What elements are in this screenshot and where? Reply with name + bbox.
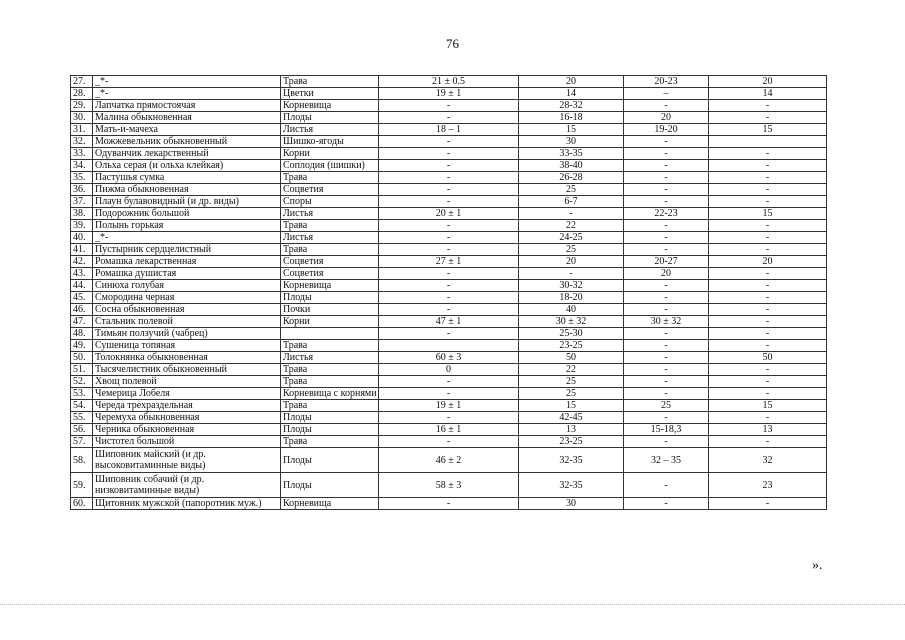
value-col-2: 25 xyxy=(519,376,624,388)
plant-name: Плаун булавовидный (и др. виды) xyxy=(93,196,281,208)
plant-part: Цветки xyxy=(281,88,379,100)
herb-table-body xyxy=(71,76,827,510)
row-number: 56. xyxy=(71,424,93,436)
plant-name: Черника обыкновенная xyxy=(93,424,281,436)
plant-part: Корни xyxy=(281,316,379,328)
value-col-1: - xyxy=(379,100,519,112)
value-col-4: - xyxy=(709,340,827,352)
row-number: 45. xyxy=(71,292,93,304)
value-col-2: 22 xyxy=(519,364,624,376)
value-col-4: - xyxy=(709,148,827,160)
plant-name: Ромашка лекарственная xyxy=(93,256,281,268)
value-col-4: - xyxy=(709,268,827,280)
plant-name: _*- xyxy=(93,76,281,88)
scan-artifact-line xyxy=(0,604,905,606)
table-row xyxy=(71,208,827,220)
value-col-3: - xyxy=(624,220,709,232)
value-col-4: - xyxy=(709,172,827,184)
value-col-1: - xyxy=(379,268,519,280)
value-col-4: 23 xyxy=(709,473,827,498)
value-col-2: 25-30 xyxy=(519,328,624,340)
value-col-1: - xyxy=(379,148,519,160)
value-col-3: - xyxy=(624,136,709,148)
value-col-2: 33-35 xyxy=(519,148,624,160)
row-number: 40. xyxy=(71,232,93,244)
value-col-1: 20 ± 1 xyxy=(379,208,519,220)
table-row xyxy=(71,244,827,256)
row-number: 29. xyxy=(71,100,93,112)
plant-name: Ольха серая (и ольха клейкая) xyxy=(93,160,281,172)
row-number: 46. xyxy=(71,304,93,316)
plant-part: Трава xyxy=(281,364,379,376)
table-row xyxy=(71,304,827,316)
value-col-1: - xyxy=(379,112,519,124)
value-col-3: - xyxy=(624,328,709,340)
value-col-3: 20-27 xyxy=(624,256,709,268)
value-col-4: 50 xyxy=(709,352,827,364)
value-col-1: - xyxy=(379,412,519,424)
value-col-4: - xyxy=(709,292,827,304)
table-row xyxy=(71,220,827,232)
value-col-2: 32-35 xyxy=(519,448,624,473)
value-col-2: 30 xyxy=(519,498,624,510)
plant-name: Пижма обыкновенная xyxy=(93,184,281,196)
value-col-3: - xyxy=(624,232,709,244)
value-col-3: 22-23 xyxy=(624,208,709,220)
value-col-1: - xyxy=(379,436,519,448)
plant-part xyxy=(281,328,379,340)
value-col-1: - xyxy=(379,244,519,256)
value-col-1: - xyxy=(379,498,519,510)
value-col-1: 18 – 1 xyxy=(379,124,519,136)
plant-name: Черемуха обыкновенная xyxy=(93,412,281,424)
value-col-1: - xyxy=(379,220,519,232)
row-number: 44. xyxy=(71,280,93,292)
table-row xyxy=(71,424,827,436)
value-col-3: - xyxy=(624,352,709,364)
table-row xyxy=(71,124,827,136)
value-col-2: - xyxy=(519,208,624,220)
table-row xyxy=(71,376,827,388)
value-col-1: - xyxy=(379,304,519,316)
plant-part: Трава xyxy=(281,436,379,448)
value-col-4: - xyxy=(709,498,827,510)
plant-name: Череда трехраздельная xyxy=(93,400,281,412)
value-col-3: - xyxy=(624,184,709,196)
plant-part: Корневища xyxy=(281,280,379,292)
plant-name: Полынь горькая xyxy=(93,220,281,232)
value-col-4: 15 xyxy=(709,400,827,412)
value-col-1: 19 ± 1 xyxy=(379,400,519,412)
value-col-4: - xyxy=(709,328,827,340)
plant-part: Корни xyxy=(281,148,379,160)
value-col-2: 16-18 xyxy=(519,112,624,124)
row-number: 28. xyxy=(71,88,93,100)
table-row xyxy=(71,436,827,448)
row-number: 50. xyxy=(71,352,93,364)
value-col-2: 38-40 xyxy=(519,160,624,172)
value-col-3: - xyxy=(624,376,709,388)
table-row xyxy=(71,412,827,424)
value-col-2: 25 xyxy=(519,388,624,400)
plant-name: Тысячелистник обыкновенный xyxy=(93,364,281,376)
row-number: 36. xyxy=(71,184,93,196)
value-col-4 xyxy=(709,136,827,148)
plant-part: Трава xyxy=(281,400,379,412)
row-number: 38. xyxy=(71,208,93,220)
plant-name: Чистотел большой xyxy=(93,436,281,448)
value-col-4: - xyxy=(709,112,827,124)
row-number: 39. xyxy=(71,220,93,232)
plant-part: Плоды xyxy=(281,112,379,124)
row-number: 59. xyxy=(71,473,93,498)
value-col-2: 18-20 xyxy=(519,292,624,304)
plant-name: Тимьян ползучий (чабрец) xyxy=(93,328,281,340)
table-row xyxy=(71,112,827,124)
value-col-4: - xyxy=(709,388,827,400)
plant-name: Мать-и-мачеха xyxy=(93,124,281,136)
row-number: 52. xyxy=(71,376,93,388)
plant-part: Листья xyxy=(281,232,379,244)
plant-part: Соцветия xyxy=(281,256,379,268)
value-col-3: 20-23 xyxy=(624,76,709,88)
plant-part: Плоды xyxy=(281,292,379,304)
value-col-2: 40 xyxy=(519,304,624,316)
value-col-4: 14 xyxy=(709,88,827,100)
plant-part: Листья xyxy=(281,208,379,220)
plant-part: Трава xyxy=(281,220,379,232)
row-number: 34. xyxy=(71,160,93,172)
row-number: 53. xyxy=(71,388,93,400)
table-row xyxy=(71,473,827,498)
plant-part: Трава xyxy=(281,172,379,184)
value-col-1: 46 ± 2 xyxy=(379,448,519,473)
value-col-2: 6-7 xyxy=(519,196,624,208)
value-col-2: 42-45 xyxy=(519,412,624,424)
row-number: 37. xyxy=(71,196,93,208)
value-col-4: - xyxy=(709,304,827,316)
table-row xyxy=(71,448,827,473)
table-row xyxy=(71,292,827,304)
plant-name: Пустырник сердцелистный xyxy=(93,244,281,256)
table-row xyxy=(71,340,827,352)
row-number: 55. xyxy=(71,412,93,424)
table-row xyxy=(71,184,827,196)
value-col-3: - xyxy=(624,100,709,112)
plant-name: Сушеница топяная xyxy=(93,340,281,352)
value-col-2: 30-32 xyxy=(519,280,624,292)
value-col-2: 13 xyxy=(519,424,624,436)
plant-name: _*- xyxy=(93,88,281,100)
value-col-4: - xyxy=(709,244,827,256)
plant-part: Листья xyxy=(281,124,379,136)
value-col-3: 32 – 35 xyxy=(624,448,709,473)
plant-part: Корневища с корнями xyxy=(281,388,379,400)
table-row xyxy=(71,328,827,340)
plant-part: Соцветия xyxy=(281,268,379,280)
herb-table xyxy=(70,75,827,510)
value-col-1: 19 ± 1 xyxy=(379,88,519,100)
value-col-1: - xyxy=(379,172,519,184)
value-col-1: 60 ± 3 xyxy=(379,352,519,364)
table-row xyxy=(71,148,827,160)
value-col-3: 20 xyxy=(624,268,709,280)
plant-part: Шишко-ягоды xyxy=(281,136,379,148)
plant-part: Трава xyxy=(281,76,379,88)
value-col-2: 20 xyxy=(519,76,624,88)
row-number: 27. xyxy=(71,76,93,88)
value-col-4: - xyxy=(709,280,827,292)
value-col-3: - xyxy=(624,292,709,304)
value-col-3: 30 ± 32 xyxy=(624,316,709,328)
value-col-1: - xyxy=(379,184,519,196)
value-col-4: 15 xyxy=(709,208,827,220)
value-col-3: - xyxy=(624,364,709,376)
plant-part: Плоды xyxy=(281,424,379,436)
value-col-2: 14 xyxy=(519,88,624,100)
plant-name: Можжевельник обыкновенный xyxy=(93,136,281,148)
value-col-3: - xyxy=(624,196,709,208)
row-number: 32. xyxy=(71,136,93,148)
value-col-2: 22 xyxy=(519,220,624,232)
value-col-4: - xyxy=(709,316,827,328)
value-col-1: - xyxy=(379,280,519,292)
value-col-3: - xyxy=(624,340,709,352)
value-col-2: 20 xyxy=(519,256,624,268)
plant-part: Листья xyxy=(281,352,379,364)
table-row xyxy=(71,232,827,244)
value-col-1: - xyxy=(379,160,519,172)
value-col-1 xyxy=(379,340,519,352)
value-col-2: 26-28 xyxy=(519,172,624,184)
plant-name: Подорожник большой xyxy=(93,208,281,220)
table-row xyxy=(71,196,827,208)
value-col-4: - xyxy=(709,436,827,448)
value-col-4: 20 xyxy=(709,256,827,268)
plant-part: Споры xyxy=(281,196,379,208)
value-col-1: 0 xyxy=(379,364,519,376)
table-row xyxy=(71,100,827,112)
table-row xyxy=(71,76,827,88)
value-col-1: 16 ± 1 xyxy=(379,424,519,436)
row-number: 49. xyxy=(71,340,93,352)
value-col-1: 58 ± 3 xyxy=(379,473,519,498)
plant-part: Плоды xyxy=(281,448,379,473)
value-col-4: 15 xyxy=(709,124,827,136)
page-trailer: ». xyxy=(812,558,823,573)
value-col-4: - xyxy=(709,196,827,208)
row-number: 42. xyxy=(71,256,93,268)
plant-name: Одуванчик лекарственный xyxy=(93,148,281,160)
table-row xyxy=(71,160,827,172)
plant-name: Хвощ полевой xyxy=(93,376,281,388)
value-col-3: 15-18,3 xyxy=(624,424,709,436)
value-col-4: 20 xyxy=(709,76,827,88)
value-col-1: - xyxy=(379,376,519,388)
value-col-2: 30 xyxy=(519,136,624,148)
plant-name: Ромашка душистая xyxy=(93,268,281,280)
table-row xyxy=(71,136,827,148)
plant-name: Смородина черная xyxy=(93,292,281,304)
plant-part: Соплодия (шишки) xyxy=(281,160,379,172)
value-col-1: - xyxy=(379,232,519,244)
value-col-3: - xyxy=(624,412,709,424)
value-col-2: 25 xyxy=(519,244,624,256)
value-col-4: 13 xyxy=(709,424,827,436)
value-col-3: - xyxy=(624,304,709,316)
value-col-2: 25 xyxy=(519,184,624,196)
value-col-3: 20 xyxy=(624,112,709,124)
plant-part: Корневища xyxy=(281,100,379,112)
row-number: 33. xyxy=(71,148,93,160)
value-col-1: 27 ± 1 xyxy=(379,256,519,268)
value-col-1: - xyxy=(379,196,519,208)
plant-name: Малина обыкновенная xyxy=(93,112,281,124)
plant-part: Трава xyxy=(281,376,379,388)
value-col-1: - xyxy=(379,136,519,148)
value-col-2: 23-25 xyxy=(519,436,624,448)
plant-name: Пастушья сумка xyxy=(93,172,281,184)
plant-part: Трава xyxy=(281,244,379,256)
value-col-4: 32 xyxy=(709,448,827,473)
value-col-2: 50 xyxy=(519,352,624,364)
value-col-3: - xyxy=(624,498,709,510)
value-col-4: - xyxy=(709,100,827,112)
value-col-3: - xyxy=(624,172,709,184)
plant-part: Соцветия xyxy=(281,184,379,196)
table-row xyxy=(71,364,827,376)
plant-part: Плоды xyxy=(281,412,379,424)
row-number: 31. xyxy=(71,124,93,136)
table-row xyxy=(71,268,827,280)
value-col-4: - xyxy=(709,232,827,244)
plant-name: Толокнянка обыкновенная xyxy=(93,352,281,364)
value-col-2: 15 xyxy=(519,400,624,412)
plant-part: Почки xyxy=(281,304,379,316)
plant-name: Чемерица Лобеля xyxy=(93,388,281,400)
value-col-4: - xyxy=(709,376,827,388)
plant-part: Плоды xyxy=(281,473,379,498)
table-row xyxy=(71,352,827,364)
value-col-3: 19-20 xyxy=(624,124,709,136)
value-col-3: - xyxy=(624,388,709,400)
value-col-4: - xyxy=(709,184,827,196)
value-col-2: 28-32 xyxy=(519,100,624,112)
table-row xyxy=(71,172,827,184)
plant-name: Сосна обыкновенная xyxy=(93,304,281,316)
row-number: 60. xyxy=(71,498,93,510)
table-row xyxy=(71,498,827,510)
plant-name: Щитовник мужской (папоротник муж.) xyxy=(93,498,281,510)
value-col-3: 25 xyxy=(624,400,709,412)
table-row xyxy=(71,400,827,412)
row-number: 43. xyxy=(71,268,93,280)
value-col-1: 21 ± 0.5 xyxy=(379,76,519,88)
row-number: 48. xyxy=(71,328,93,340)
value-col-1: - xyxy=(379,328,519,340)
row-number: 47. xyxy=(71,316,93,328)
value-col-4: - xyxy=(709,364,827,376)
plant-part: Корневища xyxy=(281,498,379,510)
value-col-4: - xyxy=(709,220,827,232)
value-col-4: - xyxy=(709,412,827,424)
row-number: 54. xyxy=(71,400,93,412)
value-col-1: - xyxy=(379,292,519,304)
table-row xyxy=(71,316,827,328)
value-col-3: – xyxy=(624,88,709,100)
value-col-2: 15 xyxy=(519,124,624,136)
row-number: 51. xyxy=(71,364,93,376)
value-col-2: 24-25 xyxy=(519,232,624,244)
value-col-1: - xyxy=(379,388,519,400)
value-col-3: - xyxy=(624,148,709,160)
table-row xyxy=(71,280,827,292)
value-col-2: 32-35 xyxy=(519,473,624,498)
plant-name: Шиповник майский (и др. высоковитаминные виды) xyxy=(93,448,281,473)
row-number: 58. xyxy=(71,448,93,473)
value-col-1: 47 ± 1 xyxy=(379,316,519,328)
table-row xyxy=(71,256,827,268)
value-col-2: 23-25 xyxy=(519,340,624,352)
row-number: 30. xyxy=(71,112,93,124)
value-col-2: 30 ± 32 xyxy=(519,316,624,328)
value-col-3: - xyxy=(624,160,709,172)
row-number: 35. xyxy=(71,172,93,184)
value-col-3: - xyxy=(624,280,709,292)
value-col-3: - xyxy=(624,473,709,498)
plant-name: Синюха голубая xyxy=(93,280,281,292)
row-number: 41. xyxy=(71,244,93,256)
page-number: 76 xyxy=(446,36,459,51)
plant-name: Стальник полевой xyxy=(93,316,281,328)
plant-part: Трава xyxy=(281,340,379,352)
plant-name: _*- xyxy=(93,232,281,244)
table-row xyxy=(71,388,827,400)
value-col-3: - xyxy=(624,244,709,256)
value-col-2: - xyxy=(519,268,624,280)
value-col-4: - xyxy=(709,160,827,172)
row-number: 57. xyxy=(71,436,93,448)
plant-name: Лапчатка прямостоячая xyxy=(93,100,281,112)
table-row xyxy=(71,88,827,100)
plant-name: Шиповник собачий (и др. низковитаминные виды) xyxy=(93,473,281,498)
value-col-3: - xyxy=(624,436,709,448)
